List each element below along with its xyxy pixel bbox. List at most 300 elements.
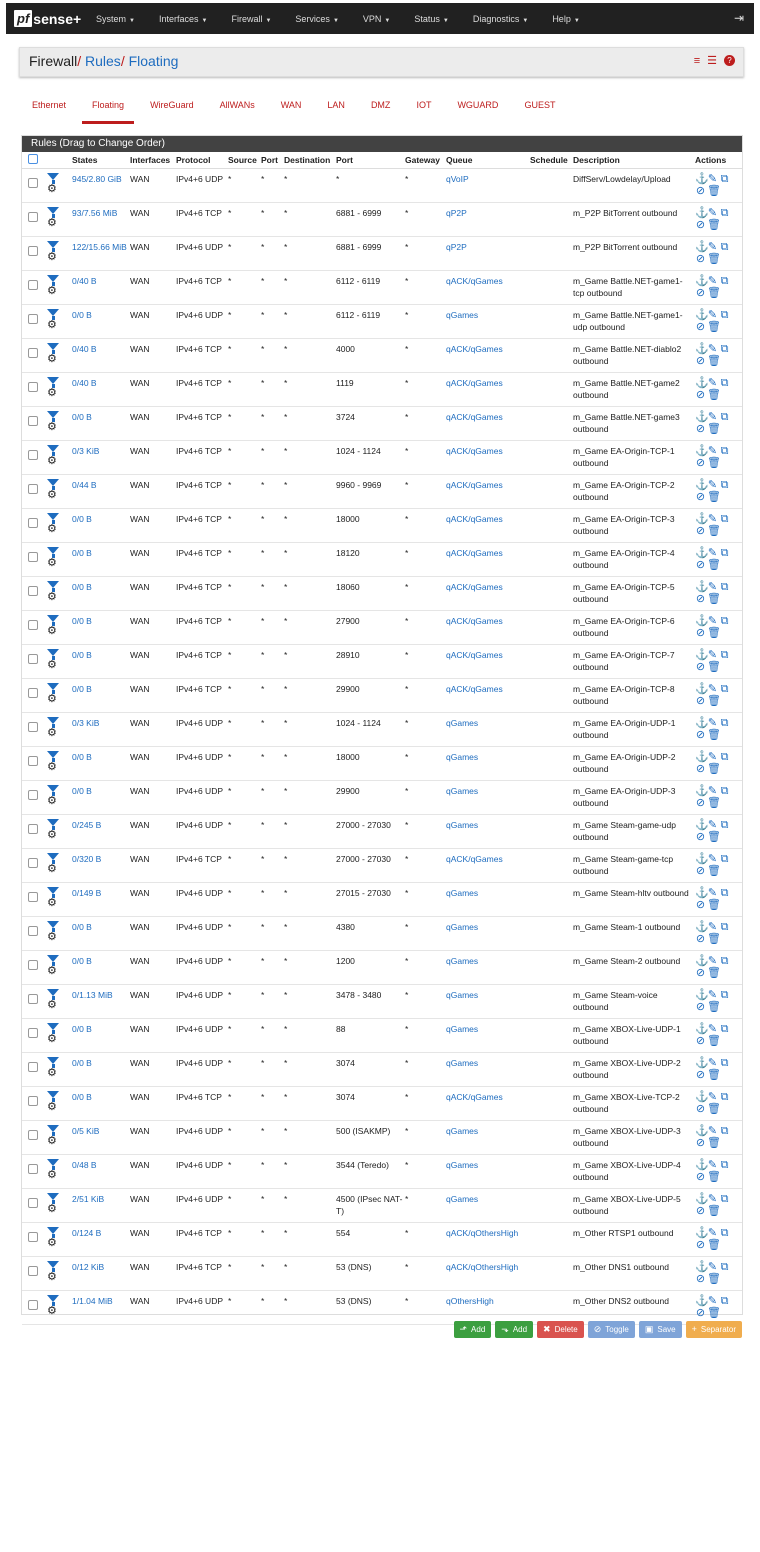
ban-icon[interactable]: ⊘: [695, 1307, 707, 1319]
ban-icon[interactable]: ⊘: [695, 389, 707, 401]
pfsense-logo[interactable]: [14, 9, 81, 28]
gear-icon[interactable]: ⚙: [47, 965, 57, 977]
copy-icon[interactable]: ⧉: [720, 445, 730, 457]
trash-icon[interactable]: 🗑: [707, 1035, 722, 1047]
pencil-icon[interactable]: ✎: [707, 921, 719, 933]
row-checkbox[interactable]: [28, 1300, 38, 1310]
trash-icon[interactable]: 🗑: [707, 695, 722, 707]
gear-icon[interactable]: ⚙: [47, 1305, 57, 1317]
gear-icon[interactable]: ⚙: [47, 183, 57, 195]
ban-icon[interactable]: ⊘: [695, 491, 707, 503]
anchor-icon[interactable]: ⚓: [695, 445, 710, 457]
trash-icon[interactable]: 🗑: [707, 1307, 722, 1319]
gear-icon[interactable]: ⚙: [47, 591, 57, 603]
gear-icon[interactable]: ⚙: [47, 727, 57, 739]
cell-queue[interactable]: qACK/qGames: [444, 679, 528, 713]
gear-icon[interactable]: ⚙: [47, 353, 57, 365]
cell-queue[interactable]: qACK/qGames: [444, 407, 528, 441]
cell-states[interactable]: 0/48 B: [70, 1155, 128, 1189]
list-icon[interactable]: ☰: [707, 55, 717, 67]
cell-queue[interactable]: qACK/qGames: [444, 645, 528, 679]
anchor-icon[interactable]: ⚓: [695, 513, 710, 525]
anchor-icon[interactable]: ⚓: [695, 887, 710, 899]
cell-states[interactable]: 0/0 B: [70, 407, 128, 441]
row-checkbox[interactable]: [28, 926, 38, 936]
gear-icon[interactable]: ⚙: [47, 319, 57, 331]
table-row[interactable]: [22, 1189, 742, 1223]
row-checkbox[interactable]: [28, 246, 38, 256]
ban-icon[interactable]: ⊘: [695, 525, 707, 537]
trash-icon[interactable]: 🗑: [707, 1205, 722, 1217]
cell-queue[interactable]: qACK/qGames: [444, 1087, 528, 1121]
ban-icon[interactable]: ⊘: [695, 1273, 707, 1285]
row-checkbox[interactable]: [28, 892, 38, 902]
pencil-icon[interactable]: ✎: [707, 1193, 719, 1205]
ban-icon[interactable]: ⊘: [695, 423, 707, 435]
pencil-icon[interactable]: ✎: [707, 275, 719, 287]
copy-icon[interactable]: ⧉: [720, 207, 730, 219]
cell-queue[interactable]: qACK/qGames: [444, 849, 528, 883]
trash-icon[interactable]: 🗑: [707, 287, 722, 299]
table-row[interactable]: [22, 815, 742, 849]
ban-icon[interactable]: ⊘: [695, 219, 707, 231]
copy-icon[interactable]: ⧉: [720, 343, 730, 355]
ban-icon[interactable]: ⊘: [695, 1239, 707, 1251]
pencil-icon[interactable]: ✎: [707, 1091, 719, 1103]
pencil-icon[interactable]: ✎: [707, 955, 719, 967]
copy-icon[interactable]: ⧉: [720, 921, 730, 933]
trash-icon[interactable]: 🗑: [707, 593, 722, 605]
anchor-icon[interactable]: ⚓: [695, 1295, 710, 1307]
cell-queue[interactable]: qGames: [444, 815, 528, 849]
row-checkbox[interactable]: [28, 688, 38, 698]
table-row[interactable]: [22, 271, 742, 305]
anchor-icon[interactable]: ⚓: [695, 377, 710, 389]
tab-wireguard[interactable]: WireGuard: [150, 100, 194, 110]
tab-iot[interactable]: IOT: [416, 100, 432, 110]
row-checkbox[interactable]: [28, 1198, 38, 1208]
trash-icon[interactable]: 🗑: [707, 627, 722, 639]
row-checkbox[interactable]: [28, 552, 38, 562]
anchor-icon[interactable]: ⚓: [695, 717, 710, 729]
row-checkbox[interactable]: [28, 314, 38, 324]
anchor-icon[interactable]: ⚓: [695, 785, 710, 797]
pencil-icon[interactable]: ✎: [707, 309, 719, 321]
gear-icon[interactable]: ⚙: [47, 489, 57, 501]
row-checkbox[interactable]: [28, 960, 38, 970]
copy-icon[interactable]: ⧉: [720, 955, 730, 967]
row-checkbox[interactable]: [28, 790, 38, 800]
trash-icon[interactable]: 🗑: [707, 457, 722, 469]
table-row[interactable]: [22, 203, 742, 237]
pencil-icon[interactable]: ✎: [707, 377, 719, 389]
table-row[interactable]: [22, 1223, 742, 1257]
table-row[interactable]: [22, 407, 742, 441]
row-checkbox[interactable]: [28, 1062, 38, 1072]
trash-icon[interactable]: 🗑: [707, 321, 722, 333]
anchor-icon[interactable]: ⚓: [695, 1261, 710, 1273]
pencil-icon[interactable]: ✎: [707, 785, 719, 797]
pencil-icon[interactable]: ✎: [707, 751, 719, 763]
copy-icon[interactable]: ⧉: [720, 1227, 730, 1239]
logout-icon[interactable]: ⇥: [733, 11, 744, 25]
copy-icon[interactable]: ⧉: [720, 683, 730, 695]
trash-icon[interactable]: 🗑: [707, 797, 722, 809]
cell-states[interactable]: 0/40 B: [70, 271, 128, 305]
cell-states[interactable]: 0/0 B: [70, 781, 128, 815]
tab-dmz[interactable]: DMZ: [370, 100, 391, 110]
anchor-icon[interactable]: ⚓: [695, 1193, 710, 1205]
table-row[interactable]: [22, 1053, 742, 1087]
anchor-icon[interactable]: ⚓: [695, 479, 710, 491]
table-row[interactable]: [22, 645, 742, 679]
row-checkbox[interactable]: [28, 824, 38, 834]
cell-queue[interactable]: qVoIP: [444, 169, 528, 203]
trash-icon[interactable]: 🗑: [707, 1069, 722, 1081]
cell-states[interactable]: 0/0 B: [70, 1087, 128, 1121]
table-row[interactable]: [22, 951, 742, 985]
row-checkbox[interactable]: [28, 348, 38, 358]
trash-icon[interactable]: 🗑: [707, 1273, 722, 1285]
table-row[interactable]: [22, 509, 742, 543]
pencil-icon[interactable]: ✎: [707, 547, 719, 559]
save-button-4[interactable]: [639, 1321, 682, 1338]
trash-icon[interactable]: 🗑: [707, 763, 722, 775]
copy-icon[interactable]: ⧉: [720, 785, 730, 797]
gear-icon[interactable]: ⚙: [47, 1271, 57, 1283]
trash-icon[interactable]: 🗑: [707, 525, 722, 537]
cell-states[interactable]: 0/0 B: [70, 679, 128, 713]
tab-wan[interactable]: WAN: [280, 100, 302, 110]
pencil-icon[interactable]: ✎: [707, 445, 719, 457]
tab-wguard[interactable]: WGUARD: [457, 100, 499, 110]
trash-icon[interactable]: 🗑: [707, 1001, 722, 1013]
anchor-icon[interactable]: ⚓: [695, 309, 710, 321]
copy-icon[interactable]: ⧉: [720, 1023, 730, 1035]
row-checkbox[interactable]: [28, 1266, 38, 1276]
copy-icon[interactable]: ⧉: [720, 887, 730, 899]
menu-services[interactable]: [295, 14, 338, 24]
copy-icon[interactable]: ⧉: [720, 581, 730, 593]
menu-diagnostics[interactable]: [473, 14, 528, 24]
trash-icon[interactable]: 🗑: [707, 491, 722, 503]
copy-icon[interactable]: ⧉: [720, 989, 730, 1001]
cell-queue[interactable]: qGames: [444, 305, 528, 339]
copy-icon[interactable]: ⧉: [720, 547, 730, 559]
copy-icon[interactable]: ⧉: [720, 275, 730, 287]
pencil-icon[interactable]: ✎: [707, 649, 719, 661]
gear-icon[interactable]: ⚙: [47, 1203, 57, 1215]
anchor-icon[interactable]: ⚓: [695, 819, 710, 831]
gear-icon[interactable]: ⚙: [47, 1169, 57, 1181]
gear-icon[interactable]: ⚙: [47, 1237, 57, 1249]
gear-icon[interactable]: ⚙: [47, 455, 57, 467]
row-checkbox[interactable]: [28, 1130, 38, 1140]
anchor-icon[interactable]: ⚓: [695, 411, 710, 423]
anchor-icon[interactable]: ⚓: [695, 241, 710, 253]
anchor-icon[interactable]: ⚓: [695, 275, 710, 287]
copy-icon[interactable]: ⧉: [720, 377, 730, 389]
pencil-icon[interactable]: ✎: [707, 717, 719, 729]
cell-states[interactable]: 0/0 B: [70, 543, 128, 577]
table-row[interactable]: [22, 611, 742, 645]
cell-states[interactable]: 0/0 B: [70, 611, 128, 645]
anchor-icon[interactable]: ⚓: [695, 955, 710, 967]
cell-queue[interactable]: qACK/qGames: [444, 271, 528, 305]
anchor-icon[interactable]: ⚓: [695, 1125, 710, 1137]
table-row[interactable]: [22, 781, 742, 815]
anchor-icon[interactable]: ⚓: [695, 615, 710, 627]
copy-icon[interactable]: ⧉: [720, 1159, 730, 1171]
cell-queue[interactable]: qOthersHigh: [444, 1291, 528, 1325]
row-checkbox[interactable]: [28, 518, 38, 528]
anchor-icon[interactable]: ⚓: [695, 921, 710, 933]
gear-icon[interactable]: ⚙: [47, 217, 57, 229]
cell-states[interactable]: 0/0 B: [70, 645, 128, 679]
gear-icon[interactable]: ⚙: [47, 659, 57, 671]
gear-icon[interactable]: ⚙: [47, 999, 57, 1011]
gear-icon[interactable]: ⚙: [47, 421, 57, 433]
row-checkbox[interactable]: [28, 450, 38, 460]
menu-interfaces[interactable]: [159, 14, 207, 24]
copy-icon[interactable]: ⧉: [720, 241, 730, 253]
ban-icon[interactable]: ⊘: [695, 797, 707, 809]
anchor-icon[interactable]: ⚓: [695, 547, 710, 559]
gear-icon[interactable]: ⚙: [47, 931, 57, 943]
tab-lan[interactable]: LAN: [327, 100, 345, 110]
trash-icon[interactable]: 🗑: [707, 1103, 722, 1115]
gear-icon[interactable]: ⚙: [47, 387, 57, 399]
row-checkbox[interactable]: [28, 280, 38, 290]
anchor-icon[interactable]: ⚓: [695, 343, 710, 355]
trash-icon[interactable]: 🗑: [707, 933, 722, 945]
table-row[interactable]: [22, 339, 742, 373]
cell-queue[interactable]: qACK/qGames: [444, 611, 528, 645]
tab-allwans[interactable]: AllWANs: [219, 100, 255, 110]
cell-queue[interactable]: qACK/qOthersHigh: [444, 1257, 528, 1291]
menu-vpn[interactable]: [363, 14, 390, 24]
ban-icon[interactable]: ⊘: [695, 1137, 707, 1149]
pencil-icon[interactable]: ✎: [707, 683, 719, 695]
menu-firewall[interactable]: [231, 14, 271, 24]
copy-icon[interactable]: ⧉: [720, 1261, 730, 1273]
row-checkbox[interactable]: [28, 1232, 38, 1242]
row-checkbox[interactable]: [28, 620, 38, 630]
cell-queue[interactable]: qGames: [444, 1121, 528, 1155]
copy-icon[interactable]: ⧉: [720, 411, 730, 423]
trash-icon[interactable]: 🗑: [707, 865, 722, 877]
anchor-icon[interactable]: ⚓: [695, 581, 710, 593]
trash-icon[interactable]: 🗑: [707, 661, 722, 673]
table-row[interactable]: [22, 713, 742, 747]
ban-icon[interactable]: ⊘: [695, 1001, 707, 1013]
delete-button-2[interactable]: [537, 1321, 584, 1338]
copy-icon[interactable]: ⧉: [720, 1057, 730, 1069]
add-button-1[interactable]: [495, 1321, 533, 1338]
pencil-icon[interactable]: ✎: [707, 479, 719, 491]
cell-queue[interactable]: qGames: [444, 951, 528, 985]
cell-queue[interactable]: qGames: [444, 781, 528, 815]
cell-queue[interactable]: qGames: [444, 1189, 528, 1223]
gear-icon[interactable]: ⚙: [47, 1101, 57, 1113]
trash-icon[interactable]: 🗑: [707, 831, 722, 843]
cell-states[interactable]: 0/0 B: [70, 917, 128, 951]
cell-states[interactable]: 0/40 B: [70, 339, 128, 373]
cell-states[interactable]: 0/245 B: [70, 815, 128, 849]
gear-icon[interactable]: ⚙: [47, 795, 57, 807]
separator-button-5[interactable]: [686, 1321, 742, 1338]
ban-icon[interactable]: ⊘: [695, 763, 707, 775]
cell-queue[interactable]: qGames: [444, 713, 528, 747]
trash-icon[interactable]: 🗑: [707, 1137, 722, 1149]
row-checkbox[interactable]: [28, 858, 38, 868]
cell-states[interactable]: 93/7.56 MiB: [70, 203, 128, 237]
table-row[interactable]: [22, 679, 742, 713]
table-row[interactable]: [22, 475, 742, 509]
trash-icon[interactable]: 🗑: [707, 559, 722, 571]
copy-icon[interactable]: ⧉: [720, 1193, 730, 1205]
table-row[interactable]: [22, 917, 742, 951]
ban-icon[interactable]: ⊘: [695, 933, 707, 945]
anchor-icon[interactable]: ⚓: [695, 649, 710, 661]
table-row[interactable]: [22, 747, 742, 781]
cell-queue[interactable]: qGames: [444, 1019, 528, 1053]
help-icon[interactable]: ?: [724, 55, 735, 66]
copy-icon[interactable]: ⧉: [720, 1295, 730, 1307]
pencil-icon[interactable]: ✎: [707, 343, 719, 355]
ban-icon[interactable]: ⊘: [695, 695, 707, 707]
copy-icon[interactable]: ⧉: [720, 1125, 730, 1137]
anchor-icon[interactable]: ⚓: [695, 683, 710, 695]
cell-states[interactable]: 0/320 B: [70, 849, 128, 883]
cell-queue[interactable]: qGames: [444, 747, 528, 781]
row-checkbox[interactable]: [28, 416, 38, 426]
cell-states[interactable]: 0/0 B: [70, 747, 128, 781]
ban-icon[interactable]: ⊘: [695, 355, 707, 367]
cell-states[interactable]: 0/0 B: [70, 577, 128, 611]
gear-icon[interactable]: ⚙: [47, 285, 57, 297]
row-checkbox[interactable]: [28, 1096, 38, 1106]
cell-states[interactable]: 945/2.80 GiB: [70, 169, 128, 203]
copy-icon[interactable]: ⧉: [720, 173, 730, 185]
row-checkbox[interactable]: [28, 484, 38, 494]
ban-icon[interactable]: ⊘: [695, 967, 707, 979]
pencil-icon[interactable]: ✎: [707, 1295, 719, 1307]
toggle-button-3[interactable]: [588, 1321, 635, 1338]
copy-icon[interactable]: ⧉: [720, 309, 730, 321]
gear-icon[interactable]: ⚙: [47, 1067, 57, 1079]
cell-states[interactable]: 0/5 KiB: [70, 1121, 128, 1155]
gear-icon[interactable]: ⚙: [47, 693, 57, 705]
table-row[interactable]: [22, 169, 742, 203]
pencil-icon[interactable]: ✎: [707, 1261, 719, 1273]
cell-queue[interactable]: qACK/qGames: [444, 441, 528, 475]
ban-icon[interactable]: ⊘: [695, 457, 707, 469]
cell-states[interactable]: 0/44 B: [70, 475, 128, 509]
trash-icon[interactable]: 🗑: [707, 1239, 722, 1251]
row-checkbox[interactable]: [28, 722, 38, 732]
pencil-icon[interactable]: ✎: [707, 241, 719, 253]
row-checkbox[interactable]: [28, 1164, 38, 1174]
pencil-icon[interactable]: ✎: [707, 581, 719, 593]
gear-icon[interactable]: ⚙: [47, 523, 57, 535]
menu-help[interactable]: [552, 14, 579, 24]
pencil-icon[interactable]: ✎: [707, 853, 719, 865]
trash-icon[interactable]: 🗑: [707, 729, 722, 741]
table-row[interactable]: [22, 373, 742, 407]
trash-icon[interactable]: 🗑: [707, 185, 722, 197]
ban-icon[interactable]: ⊘: [695, 253, 707, 265]
copy-icon[interactable]: ⧉: [720, 751, 730, 763]
cell-states[interactable]: 0/0 B: [70, 1053, 128, 1087]
breadcrumb-rules[interactable]: Rules: [85, 53, 121, 69]
cell-states[interactable]: 0/0 B: [70, 1019, 128, 1053]
trash-icon[interactable]: 🗑: [707, 1171, 722, 1183]
row-checkbox[interactable]: [28, 654, 38, 664]
ban-icon[interactable]: ⊘: [695, 593, 707, 605]
menu-status[interactable]: [414, 14, 448, 24]
cell-queue[interactable]: qGames: [444, 985, 528, 1019]
ban-icon[interactable]: ⊘: [695, 1171, 707, 1183]
cell-queue[interactable]: qACK/qGames: [444, 543, 528, 577]
cell-states[interactable]: 0/12 KiB: [70, 1257, 128, 1291]
add-button-0[interactable]: [454, 1321, 492, 1338]
pencil-icon[interactable]: ✎: [707, 1023, 719, 1035]
row-checkbox[interactable]: [28, 382, 38, 392]
copy-icon[interactable]: ⧉: [720, 649, 730, 661]
cell-states[interactable]: 0/0 B: [70, 305, 128, 339]
anchor-icon[interactable]: ⚓: [695, 1091, 710, 1103]
cell-queue[interactable]: qGames: [444, 1053, 528, 1087]
copy-icon[interactable]: ⧉: [720, 479, 730, 491]
cell-queue[interactable]: qP2P: [444, 237, 528, 271]
row-checkbox[interactable]: [28, 756, 38, 766]
table-row[interactable]: [22, 237, 742, 271]
cell-queue[interactable]: qACK/qOthersHigh: [444, 1223, 528, 1257]
chart-icon[interactable]: ≡: [693, 55, 701, 67]
table-row[interactable]: [22, 849, 742, 883]
cell-queue[interactable]: qACK/qGames: [444, 509, 528, 543]
anchor-icon[interactable]: ⚓: [695, 1227, 710, 1239]
cell-states[interactable]: 0/40 B: [70, 373, 128, 407]
trash-icon[interactable]: 🗑: [707, 899, 722, 911]
tab-floating[interactable]: Floating: [82, 93, 134, 124]
gear-icon[interactable]: ⚙: [47, 557, 57, 569]
ban-icon[interactable]: ⊘: [695, 865, 707, 877]
cell-queue[interactable]: qGames: [444, 917, 528, 951]
trash-icon[interactable]: 🗑: [707, 389, 722, 401]
ban-icon[interactable]: ⊘: [695, 1103, 707, 1115]
trash-icon[interactable]: 🗑: [707, 219, 722, 231]
copy-icon[interactable]: ⧉: [720, 1091, 730, 1103]
breadcrumb-floating[interactable]: Floating: [128, 53, 179, 69]
gear-icon[interactable]: ⚙: [47, 761, 57, 773]
pencil-icon[interactable]: ✎: [707, 989, 719, 1001]
table-row[interactable]: [22, 1291, 742, 1325]
copy-icon[interactable]: ⧉: [720, 819, 730, 831]
pencil-icon[interactable]: ✎: [707, 615, 719, 627]
table-row[interactable]: [22, 577, 742, 611]
row-checkbox[interactable]: [28, 178, 38, 188]
anchor-icon[interactable]: ⚓: [695, 1159, 710, 1171]
pencil-icon[interactable]: ✎: [707, 819, 719, 831]
pencil-icon[interactable]: ✎: [707, 887, 719, 899]
table-row[interactable]: [22, 883, 742, 917]
ban-icon[interactable]: ⊘: [695, 627, 707, 639]
cell-queue[interactable]: qP2P: [444, 203, 528, 237]
cell-queue[interactable]: qACK/qGames: [444, 339, 528, 373]
anchor-icon[interactable]: ⚓: [695, 989, 710, 1001]
